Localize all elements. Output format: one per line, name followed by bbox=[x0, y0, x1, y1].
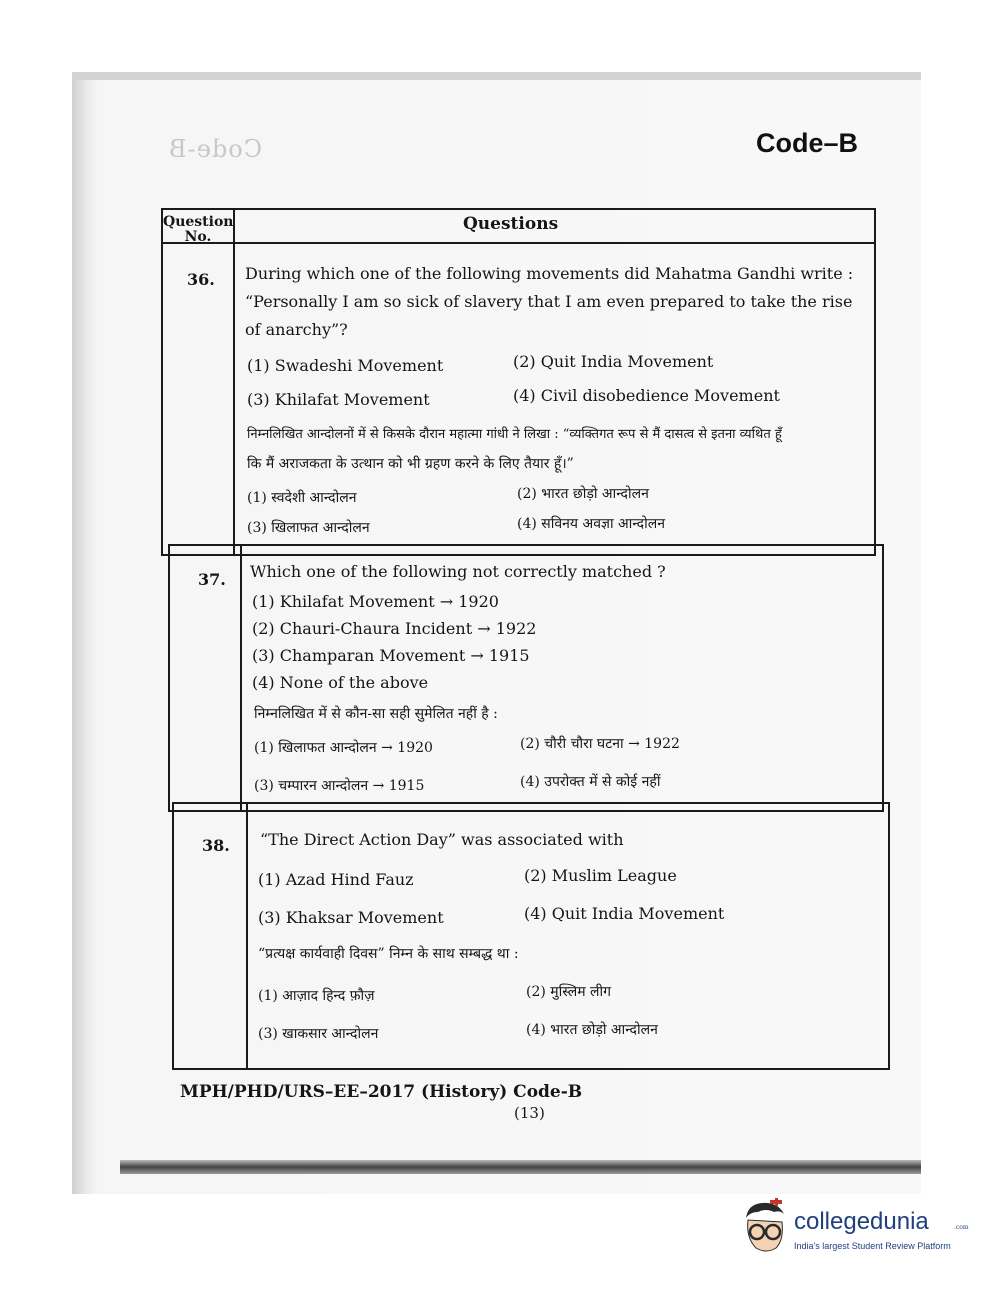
exam-footer: MPH/PHD/URS–EE–2017 (History) Code-B bbox=[180, 1082, 583, 1102]
option-hi-2: (2) चौरी चौरा घटना → 1922 bbox=[520, 736, 680, 752]
option-en-2: (2) Quit India Movement bbox=[513, 352, 714, 371]
brand-name: collegedunia bbox=[794, 1208, 929, 1235]
question-text-en: “The Direct Action Day” was associated with bbox=[260, 830, 624, 849]
option-en-4: (4) None of the above bbox=[252, 673, 429, 692]
column-divider bbox=[233, 210, 235, 554]
option-hi-2: (2) मुस्लिम लीग bbox=[526, 984, 612, 1000]
question-number: 37. bbox=[198, 570, 226, 589]
scan-top-edge bbox=[72, 72, 921, 80]
header-divider bbox=[163, 242, 874, 244]
option-hi-2: (2) भारत छोड़ो आन्दोलन bbox=[517, 486, 649, 502]
code-label: Code–B bbox=[756, 128, 859, 158]
option-hi-1: (1) स्वदेशी आन्दोलन bbox=[247, 490, 357, 506]
question-table-37 bbox=[168, 544, 884, 812]
option-hi-1: (1) खिलाफत आन्दोलन → 1920 bbox=[254, 740, 433, 756]
option-en-2: (2) Muslim League bbox=[524, 866, 677, 885]
option-en-3: (3) Khilafat Movement bbox=[247, 390, 430, 409]
questions-header: Questions bbox=[463, 214, 559, 234]
option-hi-1: (1) आज़ाद हिन्द फ़ौज़ bbox=[258, 988, 375, 1004]
question-number: 36. bbox=[187, 270, 215, 289]
option-hi-3: (3) चम्पारन आन्दोलन → 1915 bbox=[254, 778, 425, 794]
question-text-en: “Personally I am so sick of slavery that I am even prepared to take the rise bbox=[245, 292, 853, 311]
option-en-2: (2) Chauri-Chaura Incident → 1922 bbox=[252, 619, 537, 638]
mascot-icon bbox=[740, 1198, 790, 1258]
question-text-hi: निम्नलिखित आन्दोलनों में से किसके दौरान महात्मा गांधी ने लिखा : “व्यक्तिगत रूप से मैं दासत्व से इतना व्यथित हूँ bbox=[247, 427, 782, 442]
question-text-en: During which one of the following movements did Mahatma Gandhi write : bbox=[245, 264, 854, 283]
option-hi-4: (4) उपरोक्त में से कोई नहीं bbox=[520, 774, 661, 790]
option-en-3: (3) Khaksar Movement bbox=[258, 908, 444, 927]
option-en-4: (4) Civil disobedience Movement bbox=[513, 386, 780, 405]
option-en-4: (4) Quit India Movement bbox=[524, 904, 725, 923]
option-en-1: (1) Swadeshi Movement bbox=[247, 356, 444, 375]
question-number: 38. bbox=[202, 836, 230, 855]
option-hi-4: (4) भारत छोड़ो आन्दोलन bbox=[526, 1022, 658, 1038]
option-hi-3: (3) खिलाफत आन्दोलन bbox=[247, 520, 370, 536]
brand-domain: .com bbox=[954, 1224, 969, 1231]
question-text-hi: निम्नलिखित में से कौन-सा सही सुमेलित नहीं है : bbox=[254, 706, 498, 722]
question-no-header: Question No. bbox=[163, 214, 234, 245]
question-table-36 bbox=[161, 208, 876, 556]
column-divider bbox=[240, 546, 242, 810]
option-en-3: (3) Champaran Movement → 1915 bbox=[252, 646, 530, 665]
bleed-through-text: Code-B bbox=[168, 135, 263, 163]
brand-tagline: India's largest Student Review Platform bbox=[794, 1241, 951, 1251]
column-divider bbox=[246, 804, 248, 1068]
question-text-hi: “प्रत्यक्ष कार्यवाही दिवस” निम्न के साथ सम्बद्ध था : bbox=[258, 946, 519, 962]
question-text-en: of anarchy”? bbox=[245, 320, 348, 339]
option-en-1: (1) Khilafat Movement → 1920 bbox=[252, 592, 499, 611]
option-hi-4: (4) सविनय अवज्ञा आन्दोलन bbox=[517, 516, 665, 532]
collegedunia-logo bbox=[740, 1198, 969, 1260]
question-text-hi: कि मैं अराजकता के उत्थान को भी ग्रहण करने के लिए तैयार हूँ।” bbox=[247, 456, 574, 472]
option-en-1: (1) Azad Hind Fauz bbox=[258, 870, 414, 889]
page-number: (13) bbox=[514, 1104, 545, 1122]
page-fold-shadow bbox=[120, 1160, 921, 1174]
question-text-en: Which one of the following not correctly matched ? bbox=[250, 562, 666, 581]
question-table-38 bbox=[172, 802, 890, 1070]
option-hi-3: (3) खाकसार आन्दोलन bbox=[258, 1026, 379, 1042]
